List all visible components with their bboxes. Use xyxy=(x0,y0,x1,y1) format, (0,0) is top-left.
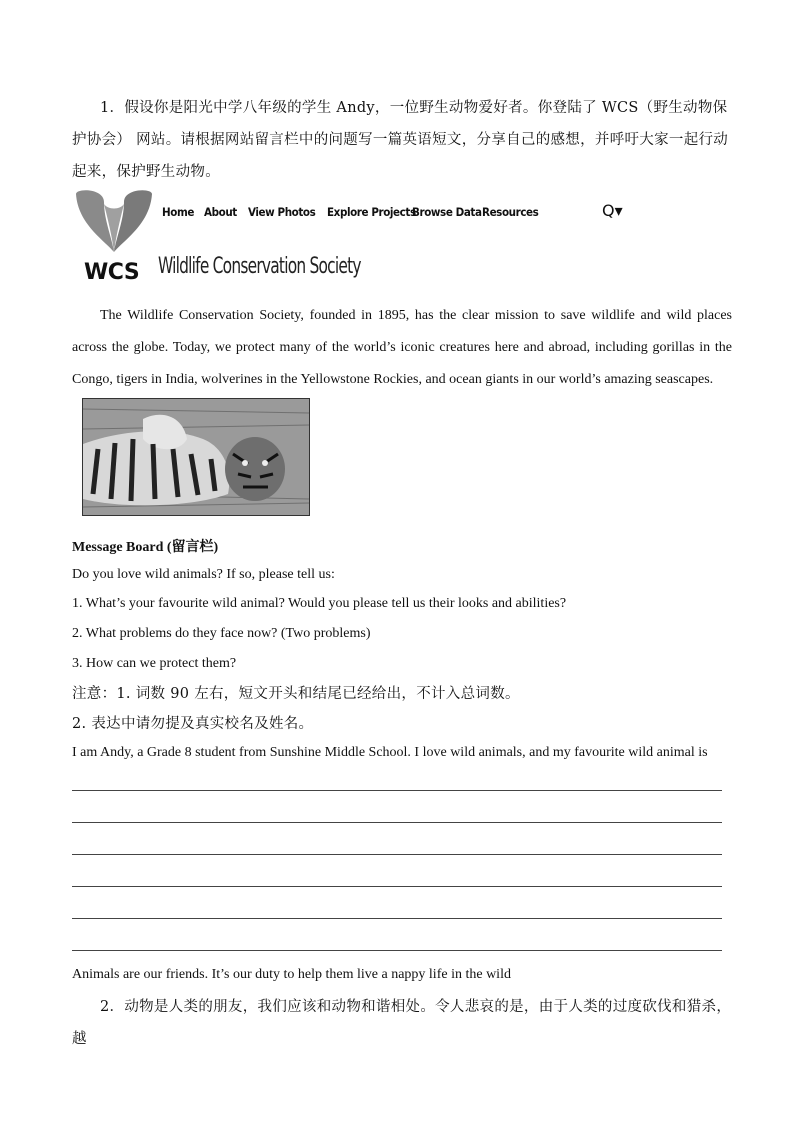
tiger-image-icon xyxy=(83,399,309,515)
nav-home[interactable]: Home xyxy=(162,205,194,219)
essay-opening: I am Andy, a Grade 8 student from Sunshine Middle School. I love wild animals, and my favourite wild animal is xyxy=(72,745,708,760)
writing-line[interactable] xyxy=(72,790,722,791)
nav-about[interactable]: About xyxy=(204,205,237,219)
search-icon[interactable]: Q▾ xyxy=(602,201,623,220)
question-2-prompt: 2．动物是人类的朋友，我们应该和动物和谐相处。令人悲哀的是，由于人类的过度砍伐和猎杀，越 xyxy=(72,999,732,1047)
nav-browse-data[interactable]: Browse Data xyxy=(412,205,482,219)
writing-line[interactable] xyxy=(72,886,722,887)
nav-view-photos[interactable]: View Photos xyxy=(248,205,316,219)
message-board-question-1: 1. What’s your favourite wild animal? Would you please tell us their looks and abilities? xyxy=(72,596,567,611)
society-name: Wildlife Conservation Society xyxy=(158,254,361,279)
writing-line[interactable] xyxy=(72,950,722,951)
nav-resources[interactable]: Resources xyxy=(482,205,539,219)
tiger-photo xyxy=(82,398,310,516)
wcs-logo-text: WCS xyxy=(84,260,140,285)
message-board-question-3: 3. How can we protect them? xyxy=(72,656,237,671)
wcs-intro-paragraph: The Wildlife Conservation Society, founded in 1895, has the clear mission to save wildlife and wild places across the globe. Today, we protect many of the world’s iconic creatures here and abroad, including gorillas in the Congo, tigers in India, wolverines in the Yellowstone Rockies, and ocean giants in our world’s amazing seascapes. xyxy=(72,308,732,387)
wcs-heart-logo-icon xyxy=(74,190,154,260)
message-board-title: Message Board (留言栏) xyxy=(72,540,219,555)
wcs-website-header xyxy=(72,188,732,288)
writing-line[interactable] xyxy=(72,822,722,823)
note-1: 注意：1. 词数 90 左右，短文开头和结尾已经给出，不计入总词数。 xyxy=(72,686,520,702)
nav-explore-projects[interactable]: Explore Projects xyxy=(327,205,416,219)
question-1-prompt: 1．假设你是阳光中学八年级的学生 Andy，一位野生动物爱好者。你登陆了 WCS（野生动物保护协会） 网站。请根据网站留言栏中的问题写一篇英语短文，分享自己的感想，并呼吁大家一起行动起来，保护野生动物。 xyxy=(72,100,729,180)
writing-line[interactable] xyxy=(72,854,722,855)
essay-closing: Animals are our friends. It’s our duty to help them live a nappy life in the wild xyxy=(72,967,511,982)
message-board-prompt: Do you love wild animals? If so, please tell us: xyxy=(72,567,335,582)
message-board-question-2: 2. What problems do they face now? (Two problems) xyxy=(72,626,371,641)
writing-line[interactable] xyxy=(72,918,722,919)
note-2: 2. 表达中请勿提及真实校名及姓名。 xyxy=(72,716,314,732)
wcs-logo xyxy=(74,190,154,286)
